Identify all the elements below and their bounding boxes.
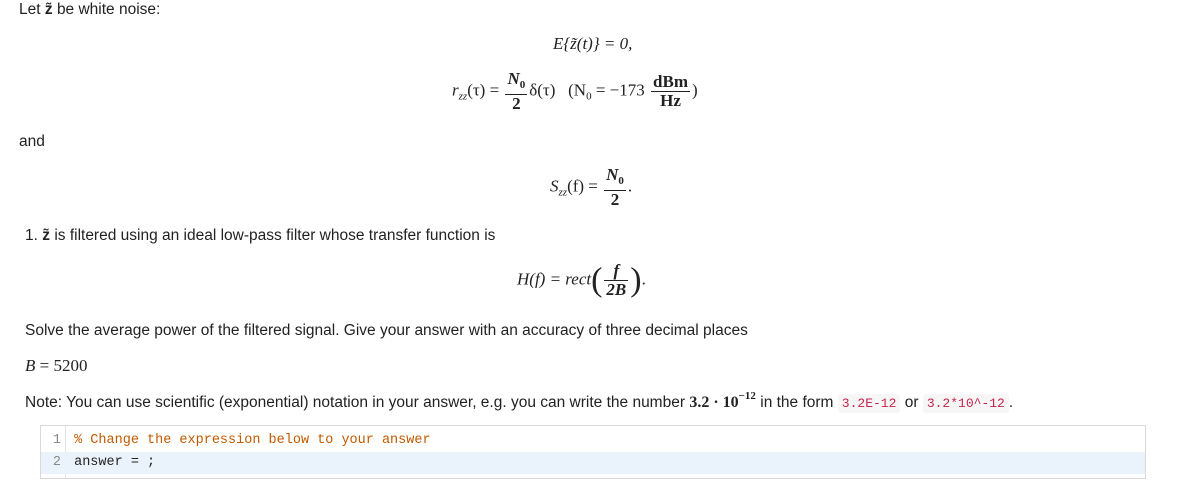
and-label: and [19,133,45,150]
editor-line-1[interactable] [41,430,1145,452]
noise-variable: z̃ [44,1,53,18]
dbm-per-hz-unit: $\frac{\text{dBm}}{Hz}$ [653,72,688,110]
editor-line-2[interactable] [41,452,1145,474]
item-1-text: 1. z̃ is filtered using an ideal low-pass filter whose transfer function is [25,227,496,244]
intro-suffix: be white noise: [56,1,161,18]
line-number: 2 [52,455,61,470]
mean-equation: E{z̃(t)} = 0, [553,34,633,53]
intro-prefix: Let [19,1,41,18]
n0-over-2-fraction: $\frac{N_0}{2}$ [507,69,526,113]
question-text: Solve the average power of the filtered signal. Give your answer with an accuracy of three decimal places [25,322,748,339]
format-example-1: 3.2E-12 [838,394,901,413]
answer-code[interactable]: answer = ; [74,455,156,470]
line-number: 1 [52,433,61,448]
intro-text [19,1,160,19]
autocorrelation-equation: $r_{zz}(\tau)$ = $\frac{N_0}{2}$ δ(τ) ($N_0 = -173$ $\frac{\text{dBm}}{Hz}$ ) [452,69,698,113]
code-comment[interactable]: % Change the expression below to your answer [74,433,431,448]
psd-equation: $S_{zz}(f)$ = $\frac{N_0}{2}$ . [550,165,633,209]
format-example-2: 3.2*10^-12 [923,394,1009,413]
f-over-2b-fraction: $\frac{f}{2B}$ [606,261,627,299]
note-text: Note: You can use scientific (exponential) notation in your answer, e.g. you can write the number $3.2 \cdot 10^{-12}$ in the form 3.2E-12 or 3.2*10^-12 . [25,390,1014,411]
answer-code-editor[interactable] [40,425,1146,479]
transfer-function-equation: H(f) = rect( $\frac{f}{2B}$ ). [517,261,646,299]
given-bandwidth: B = 5200 [25,356,88,375]
psd-fraction: $\frac{N_0}{2}$ [606,165,624,209]
